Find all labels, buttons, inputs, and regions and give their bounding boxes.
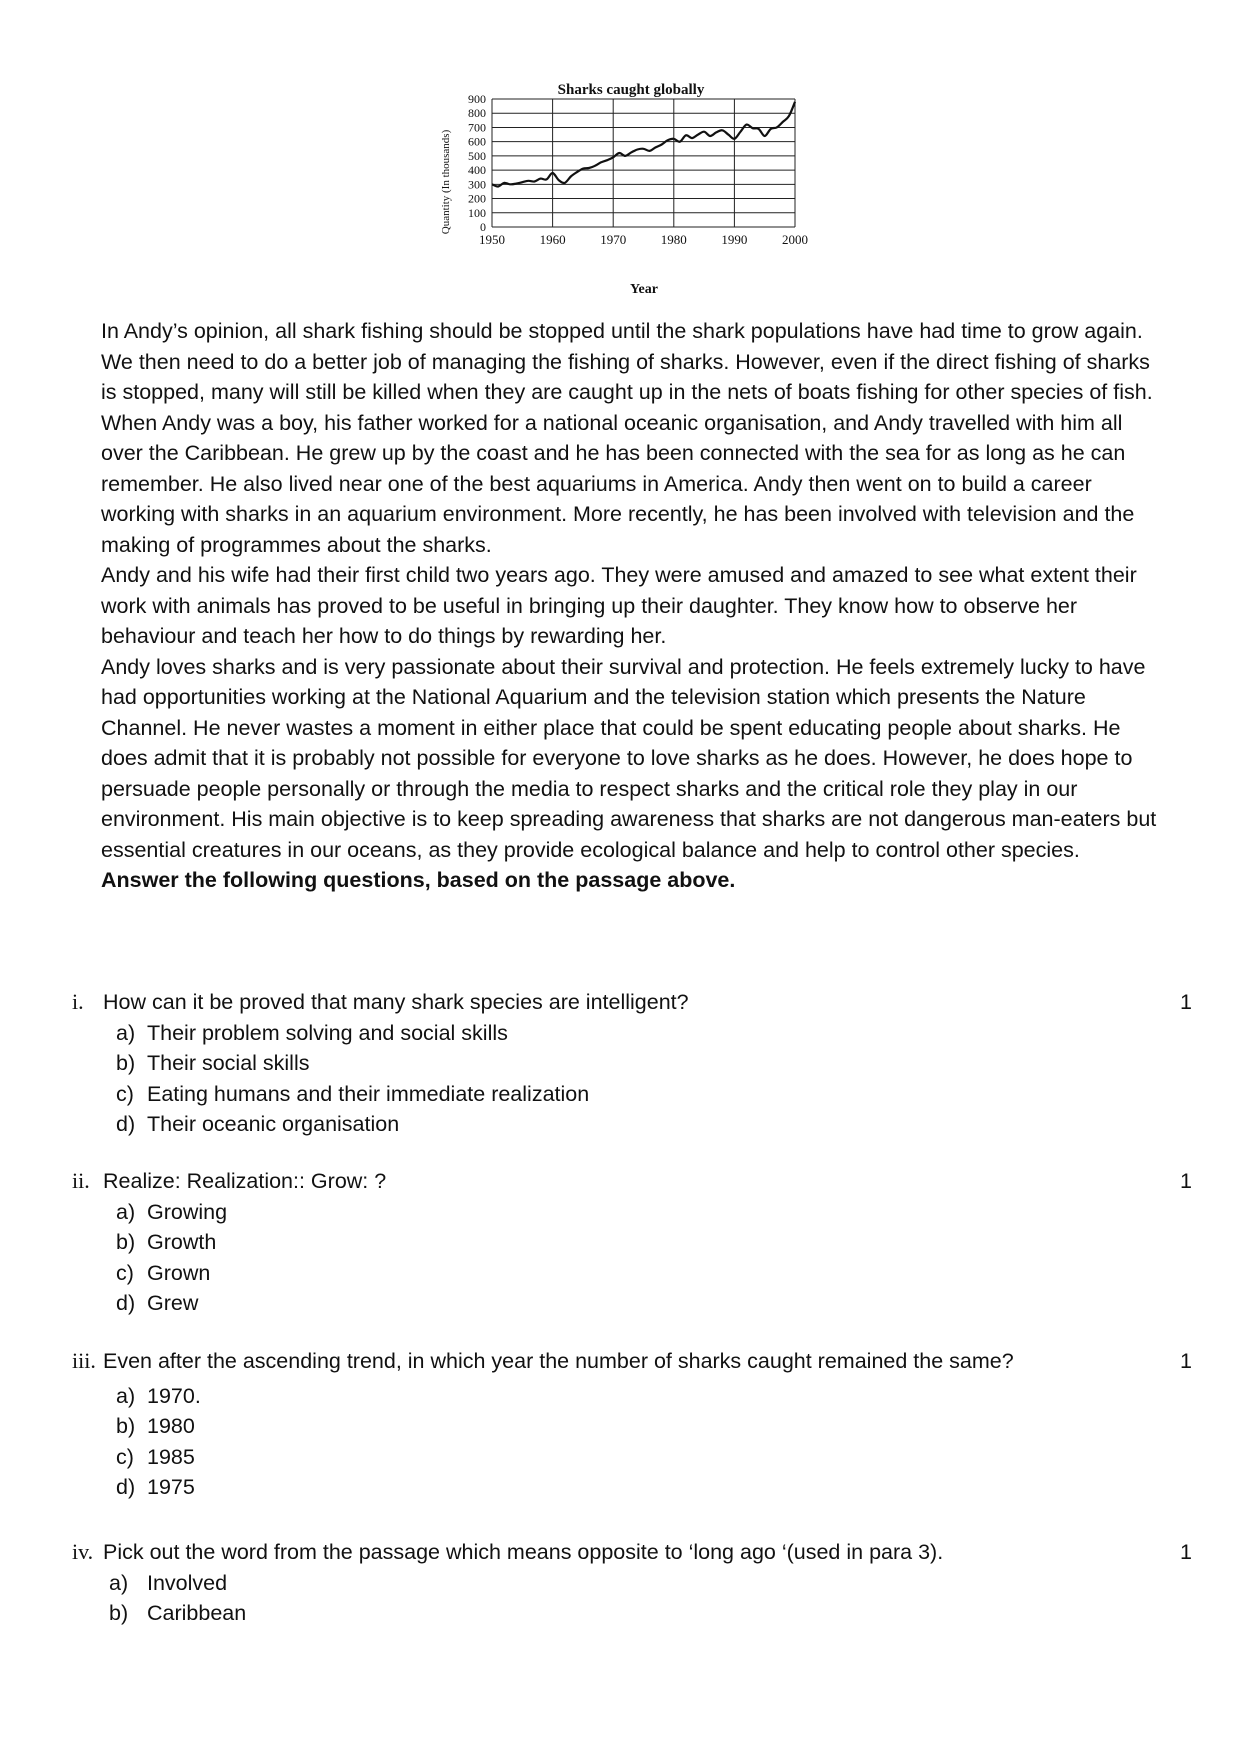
option-letter: c) xyxy=(116,1444,134,1469)
x-tick-label: 1960 xyxy=(539,232,566,247)
option-item[interactable] xyxy=(72,1288,1192,1319)
option-item[interactable] xyxy=(72,1472,1192,1503)
option-letter: b) xyxy=(116,1414,136,1438)
option-text: Eating humans and their immediate realization xyxy=(147,1081,590,1106)
question-text: How can it be proved that many shark species are intelligent? xyxy=(103,990,689,1014)
option-letter: c) xyxy=(116,1260,134,1285)
x-tick-label: 1950 xyxy=(479,232,505,247)
option-text: Caribbean xyxy=(147,1601,247,1625)
x-axis-label: Year xyxy=(630,282,658,297)
option-text: 1980 xyxy=(147,1414,195,1438)
x-tick-label: 1970 xyxy=(600,232,627,247)
y-tick-label: 900 xyxy=(468,92,486,106)
question-marks: 1 xyxy=(1180,1540,1192,1564)
passage-paragraph-4: Andy loves sharks and is very passionate about their survival and protection. He feels extremely lucky to have had opportunities working at the National Aquarium and the television station which presents the Nature Channel. He never wastes a moment in either place that could be spent educating people about sharks. He does admit that it is probably not possible for everyone to love sharks as he does. However, he does hope to persuade people personally or through the media to respect sharks and the critical role they play in our environment. His main objective is to keep spreading awareness that sharks are not dangerous man-eaters but essential creatures in our oceans, as they provide ecological balance and help to control other species. xyxy=(101,654,1157,862)
option-text: Growing xyxy=(147,1199,228,1224)
passage-paragraph-2: When Andy was a boy, his father worked for a national oceanic organisation, and Andy travelled with him all over the Caribbean. He grew up by the coast and he has been connected with the sea for as long as he can remember. He also lived near one of the best aquariums in America. Andy then went on to build a career working with sharks in an aquarium environment. More recently, he has been involved with television and the making of programmes about the sharks. xyxy=(101,410,1135,557)
passage-paragraph-1: In Andy’s opinion, all shark fishing should be stopped until the shark populations have had time to grow again. We then need to do a better job of managing the fishing of sharks. However, even if the direct fishing of sharks is stopped, many will still be killed when they are caught up in the nets of boats fishing for other species of fish. xyxy=(101,319,1153,404)
question-2 xyxy=(72,1166,1192,1319)
reading-passage xyxy=(101,316,1161,896)
y-axis-label: Quantity (In thousands) xyxy=(440,129,452,235)
option-item[interactable] xyxy=(72,1048,1192,1079)
option-text: Growth xyxy=(147,1230,217,1254)
option-letter: c) xyxy=(116,1081,134,1106)
question-marks: 1 xyxy=(1180,990,1192,1014)
option-text: 1985 xyxy=(147,1444,195,1469)
sharks-caught-chart xyxy=(420,74,840,300)
question-marks: 1 xyxy=(1180,1349,1192,1373)
question-number: iv. xyxy=(72,1539,94,1564)
passage-instruction: Answer the following questions, based on the passage above. xyxy=(101,868,736,892)
option-item[interactable] xyxy=(72,1381,1192,1412)
question-number: iii. xyxy=(72,1348,96,1373)
option-text: Grew xyxy=(147,1291,199,1315)
y-tick-label: 400 xyxy=(468,163,486,178)
option-item[interactable] xyxy=(72,1018,1192,1049)
y-tick-label: 700 xyxy=(468,120,486,135)
option-text: Grown xyxy=(147,1260,211,1285)
chart-title: Sharks caught globally xyxy=(557,82,705,98)
option-letter: d) xyxy=(116,1112,136,1136)
y-tick-label: 200 xyxy=(468,191,486,206)
option-letter: a) xyxy=(116,1383,136,1408)
option-item[interactable] xyxy=(72,1109,1192,1140)
option-letter: a) xyxy=(116,1199,136,1224)
option-text: 1970. xyxy=(147,1383,201,1408)
x-tick-label: 2000 xyxy=(782,232,808,247)
question-text: Realize: Realization:: Grow: ? xyxy=(103,1169,387,1193)
option-item[interactable] xyxy=(72,1411,1192,1442)
y-tick-label: 0 xyxy=(480,220,486,234)
option-text: Involved xyxy=(147,1570,228,1595)
x-tick-label: 1980 xyxy=(660,232,687,247)
y-tick-label: 800 xyxy=(468,106,486,121)
question-text: Even after the ascending trend, in which year the number of sharks caught remained the same? xyxy=(103,1349,1014,1373)
passage-paragraph-3: Andy and his wife had their first child two years ago. They were amused and amazed to see what extent their work with animals has proved to be useful in bringing up their daughter. They know how to observe her behaviour and teach her how to do things by rewarding her. xyxy=(101,563,1137,648)
option-item[interactable] xyxy=(72,1442,1192,1473)
option-item[interactable] xyxy=(72,1227,1192,1258)
option-letter: a) xyxy=(109,1570,129,1595)
option-letter: b) xyxy=(116,1230,136,1254)
option-text: Their social skills xyxy=(147,1051,310,1075)
y-tick-labels xyxy=(468,92,486,234)
question-number: i. xyxy=(72,989,84,1014)
option-item[interactable] xyxy=(72,1258,1192,1289)
option-item[interactable] xyxy=(72,1598,1192,1629)
x-tick-label: 1990 xyxy=(721,232,748,247)
option-item[interactable] xyxy=(72,1079,1192,1110)
option-letter: a) xyxy=(116,1020,136,1045)
option-letter: d) xyxy=(116,1475,136,1499)
question-number: ii. xyxy=(72,1168,90,1193)
y-tick-label: 600 xyxy=(468,134,486,149)
option-letter: d) xyxy=(116,1291,136,1315)
y-tick-label: 100 xyxy=(468,205,486,220)
question-marks: 1 xyxy=(1180,1169,1192,1193)
option-letter: b) xyxy=(116,1051,136,1075)
option-item[interactable] xyxy=(72,1568,1192,1599)
series-line-sharks-caught xyxy=(492,102,795,187)
option-text: 1975 xyxy=(147,1475,195,1499)
option-text: Their oceanic organisation xyxy=(147,1112,400,1136)
question-text: Pick out the word from the passage which means opposite to ‘long ago ‘(used in para 3). xyxy=(103,1540,944,1564)
x-tick-labels xyxy=(479,232,808,247)
y-tick-label: 300 xyxy=(468,177,486,192)
option-letter: b) xyxy=(109,1601,129,1625)
option-item[interactable] xyxy=(72,1197,1192,1228)
question-3 xyxy=(72,1346,1192,1503)
y-tick-label: 500 xyxy=(468,148,486,163)
chart-grid xyxy=(492,99,795,227)
question-1 xyxy=(72,987,1192,1140)
option-text: Their problem solving and social skills xyxy=(147,1020,508,1045)
question-4 xyxy=(72,1537,1192,1629)
